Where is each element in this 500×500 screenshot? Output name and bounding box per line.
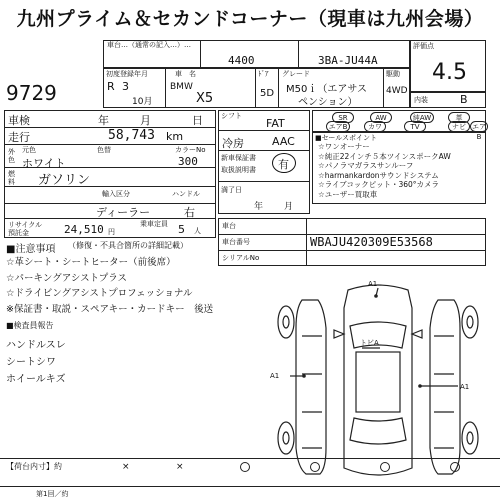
bottom-circle-icon	[450, 462, 460, 472]
option-pill: TV	[404, 121, 426, 132]
model-value: X5	[196, 91, 214, 106]
inspection-month-label: 月	[140, 114, 151, 127]
interior-label: 内装	[414, 96, 428, 104]
manual-label: 取扱説明書	[221, 166, 256, 174]
sales-point-item: ☆純正22インチ５本ツインスポークAW	[318, 151, 451, 161]
caution-label: ■注意事項	[6, 244, 56, 255]
page-title: 九州プライム＆セカンドコーナー（現車は九州会場）	[16, 8, 484, 30]
period-year-label: 年	[254, 202, 264, 212]
cargo-x1: ×	[122, 462, 130, 472]
recycle-unit: 円	[108, 228, 115, 236]
vin-value: WBAJU420309E53568	[310, 235, 433, 249]
option-pill: エアB	[326, 121, 350, 132]
top-row-cut-label: 車台…（通常の記入…）…	[107, 41, 191, 49]
lot-number: 9729	[6, 81, 57, 105]
ac-label: 冷房	[222, 137, 244, 150]
grade-value-2: ペンション）	[298, 97, 358, 108]
cargo-x2: ×	[176, 462, 184, 472]
shift-value: FAT	[266, 117, 285, 130]
handle-label: ハンドル	[172, 190, 200, 198]
sales-point-item: ☆ライブコックピット・360°カメラ	[318, 180, 440, 189]
bottom-circle-icon	[240, 462, 250, 472]
damage-label-a1-top: A1	[368, 280, 378, 288]
sales-point-item: ☆パノラマガラスサンルーフ	[318, 161, 414, 170]
drive-label: 駆動	[386, 70, 400, 78]
inspector-item: シートシワ	[6, 357, 56, 368]
period-month-label: 月	[284, 202, 294, 212]
import-value: ディーラー	[96, 206, 151, 219]
era-value: R	[107, 80, 115, 93]
option-pill: ナビ	[448, 121, 470, 132]
capacity-label: 乗車定員	[140, 220, 168, 228]
caution-item: ※保証書・取説・スペアキー・カードキー 後送	[6, 303, 214, 315]
caution-sub: （修復・不具合箇所の詳細記載）	[68, 241, 188, 250]
vin-label: 車台番号	[222, 238, 250, 246]
color-outer-label: 外色	[8, 148, 15, 164]
damage-label-tobi-a: トビA	[360, 339, 379, 347]
bottom-circle-icon	[310, 462, 320, 472]
color-value: ホワイト	[22, 157, 66, 170]
model-code-value: 3BA-JU44A	[318, 54, 378, 67]
cargo-label: 【荷台内寸】約	[6, 462, 62, 471]
recycle-value: 24,510	[64, 223, 104, 236]
option-pill: AW	[370, 112, 392, 123]
fuel-value: ガソリン	[38, 173, 91, 188]
option-pill: 革	[448, 112, 470, 123]
sales-point-label: ■セールスポイント	[315, 134, 377, 142]
handle-value: 右	[184, 206, 195, 219]
inspection-year-label: 年	[98, 114, 109, 127]
inspector-label: ■検査員報告	[6, 321, 54, 330]
shift-label: シフト	[221, 112, 242, 120]
damage-label-a1-left: A1	[270, 372, 280, 380]
door-value: 5D	[260, 88, 275, 99]
capacity-unit: 人	[194, 227, 201, 235]
bottom-circle-icon	[380, 462, 390, 472]
sales-point-item: ☆ユーザー買取車	[318, 189, 378, 199]
mileage-value: 58,743	[108, 128, 155, 143]
fuel-label: 燃料	[8, 170, 15, 186]
serial-label: シリアルNo	[222, 254, 260, 262]
orig-color-label: 元色	[22, 146, 36, 154]
recycle-label: リサイクル預託金	[8, 221, 43, 237]
grade-value: M50ｉ（エアサス	[286, 84, 367, 95]
inspection-day-label: 日	[192, 114, 203, 127]
color-no-label: カラーNo	[175, 146, 206, 154]
reg-year-value: 3	[122, 80, 129, 93]
ac-value: AAC	[272, 135, 295, 148]
drive-value: 4WD	[386, 86, 408, 96]
bottom-icons	[210, 460, 490, 474]
sales-point-item: ☆harmankardonサウンドシステム	[318, 170, 439, 180]
door-header: ﾄﾞｱ	[258, 70, 269, 78]
sales-point-item: ☆ワンオーナー	[318, 142, 370, 151]
spec-box	[218, 110, 310, 214]
mileage-unit: km	[166, 130, 184, 143]
inspector-item: ホイールキズ	[6, 374, 66, 385]
reg-month-value: 10月	[132, 97, 153, 107]
damage-label-a1-right: A1	[460, 383, 470, 391]
color-no-value: 300	[178, 155, 198, 168]
option-pill: 純AW	[410, 112, 434, 123]
next-label: 第1回／約	[36, 490, 69, 498]
option-pill: エアB	[472, 123, 486, 141]
interior-value: B	[460, 93, 468, 106]
capacity-value: 5	[178, 223, 185, 236]
option-pill: カワ	[364, 121, 386, 132]
inspector-item: ハンドルスレ	[6, 340, 66, 351]
warranty-label: 新車保証書	[221, 154, 256, 162]
maker-value: BMW	[170, 82, 193, 92]
period-label: 満了日	[221, 186, 242, 194]
color-change-label: 色替	[97, 146, 111, 154]
score-value: 4.5	[432, 60, 467, 85]
maker-label: 車 名	[175, 70, 196, 78]
mileage-label: 走行	[8, 131, 30, 144]
inspection-label: 車検	[8, 114, 30, 127]
caution-item: ☆パーキングアシストプラス	[6, 272, 127, 284]
caution-item: ☆ドライビングアシストプロフェッショナル	[6, 288, 193, 299]
score-label: 評価点	[413, 42, 434, 50]
caution-item: ☆革シート・シートヒーター（前後席）	[6, 257, 176, 268]
grade-label: グレード	[282, 70, 310, 78]
displacement-value: 4400	[228, 54, 255, 67]
first-reg-label: 初度登録年月	[106, 70, 148, 78]
import-label: 輸入区分	[102, 190, 130, 198]
option-pill: SR	[332, 112, 354, 123]
warranty-value: 有	[278, 158, 289, 171]
chassis-class-label: 車台	[222, 222, 236, 230]
